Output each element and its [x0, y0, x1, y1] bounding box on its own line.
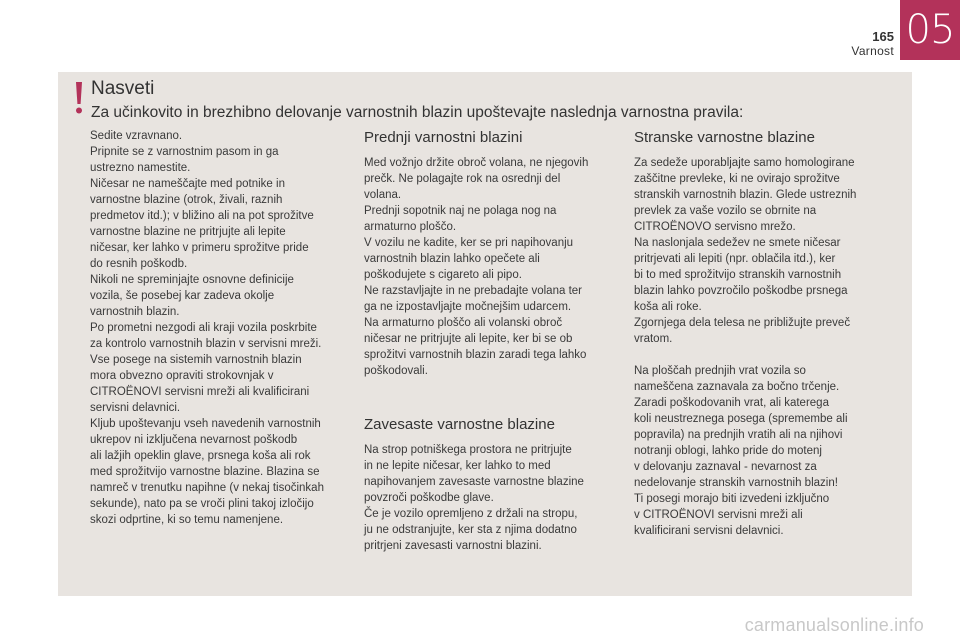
- text-line: namreč v trenutku napihne (v nekaj tisočinkah: [90, 482, 324, 494]
- text-line: Na strop potniškega prostora ne pritrjujte: [364, 444, 572, 456]
- text-line: armaturno ploščo.: [364, 221, 457, 233]
- text-line: ju ne odstranjujte, ker sta z njima dodatno: [364, 524, 577, 536]
- text-line: predmetov itd.); v bližino ali na pot sprožitve: [90, 210, 314, 222]
- text-line: ukrepov ni izključena nevarnost poškodb: [90, 434, 298, 446]
- text-line: vozila, še posebej kar zadeva okolje: [90, 290, 275, 302]
- curtain-airbags-text: [364, 442, 609, 554]
- text-line: ustrezno namestite.: [90, 162, 191, 174]
- text-line: Zgornjega dela telesa ne približujte preveč: [634, 317, 851, 329]
- panel-subtitle: Za učinkovito in brezhibno delovanje varnostnih blazin upoštevajte naslednja varnostna pravila:: [91, 104, 744, 121]
- text-line: do resnih poškodb.: [90, 258, 188, 270]
- text-line: za kontrolo varnostnih blazin v servisni mreži.: [90, 338, 322, 350]
- text-line: varnostne blazine ne pritrjujte ali lepite: [90, 226, 286, 238]
- text-line: nedelovanje stranskih varnostnih blazin!: [634, 477, 838, 489]
- text-line: popravila) na prednjih vratih ali na njihovi: [634, 429, 843, 441]
- column-front-airbags: [364, 130, 609, 554]
- text-line: prevlek za vaše vozilo se obrnite na: [634, 205, 817, 217]
- text-line: v CITROËNOVI servisni mreži ali: [634, 509, 803, 521]
- text-line: CITROËNOVI servisni mreži ali kvalificirani: [90, 386, 310, 398]
- text-line: varnostnih blazin.: [90, 306, 180, 318]
- text-line: Ti posegi morajo biti izvedeni izključno: [634, 493, 830, 505]
- watermark: carmanualsonline.info: [744, 615, 924, 635]
- advice-panel: [58, 72, 912, 596]
- page-number: 165: [872, 29, 894, 44]
- front-airbags-text: [364, 155, 609, 379]
- text-line: notranji oblogi, lahko pride do motenj: [634, 445, 822, 457]
- text-line: bi to med sprožitvijo stranskih varnostnih: [634, 269, 842, 281]
- text-line: prečk. Ne polagajte rok na osrednji del: [364, 173, 561, 185]
- text-line: pritrjevati ali lepiti (npr. oblačila itd.), ker: [634, 253, 836, 265]
- text-line: v delovanju zaznaval - nevarnost za: [634, 461, 817, 473]
- text-line: in ne lepite ničesar, ker lahko to med: [364, 460, 551, 472]
- text-line: ga ne izpostavljajte močnejšim udarcem.: [364, 301, 572, 313]
- text-line: ničesar ne pritrjujte ali lepite, ker bi se ob: [364, 333, 573, 345]
- text-line: poškodovali.: [364, 365, 428, 377]
- text-line: V vozilu ne kadite, ker se pri napihovanju: [364, 237, 574, 249]
- text-line: Zaradi poškodovanih vrat, ali katerega: [634, 397, 829, 409]
- text-line: Na armaturno ploščo ali volanski obroč: [364, 317, 563, 329]
- text-line: ničesar, ker lahko v primeru sprožitve pride: [90, 242, 309, 254]
- text-line: napihovanjem zavesaste varnostne blazine: [364, 476, 584, 488]
- text-line: kvalificirani servisni delavnici.: [634, 525, 784, 537]
- section-name: Varnost: [851, 44, 894, 58]
- exclamation-warning-icon: [72, 81, 86, 115]
- heading-curtain-airbags: Zavesaste varnostne blazine: [364, 416, 555, 433]
- text-line: med sprožitvijo varnostne blazine. Blazina se: [90, 466, 320, 478]
- side-airbags-text-2: [634, 363, 884, 539]
- panel-title: Nasveti: [91, 78, 155, 99]
- text-line: blazin lahko povzročilo poškodbe prsnega: [634, 285, 848, 297]
- text-line: poškodujete s cigareto ali pipo.: [364, 269, 522, 281]
- text-line: sekunde), nato pa se vroči plini takoj izločijo: [90, 498, 314, 510]
- text-line: povzroči poškodbe glave.: [364, 492, 494, 504]
- text-line: volana.: [364, 189, 402, 201]
- text-line: servisni delavnici.: [90, 402, 181, 414]
- text-line: nameščena zaznavala za bočno trčenje.: [634, 381, 840, 393]
- text-line: Po prometni nezgodi ali kraji vozila poskrbite: [90, 322, 317, 334]
- text-line: Sedite vzravnano.: [90, 130, 183, 142]
- text-line: Za sedeže uporabljajte samo homologirane: [634, 157, 855, 169]
- text-line: Kljub upoštevanju vseh navedenih varnostnih: [90, 418, 321, 430]
- text-line: Vse posege na sistemih varnostnih blazin: [90, 354, 302, 366]
- text-line: Prednji sopotnik naj ne polaga nog na: [364, 205, 557, 217]
- text-line: Nikoli ne spreminjajte osnovne definicije: [90, 274, 294, 286]
- text-line: CITROËNOVO servisno mrežo.: [634, 221, 796, 233]
- heading-side-airbags: Stranske varnostne blazine: [634, 129, 815, 146]
- column-side-airbags: [634, 130, 884, 539]
- text-line: koli neustreznega posega (spremembe ali: [634, 413, 848, 425]
- text-line: koša ali roke.: [634, 301, 702, 313]
- column-general: [90, 128, 345, 528]
- text-line: sprožitvi varnostnih blazin zaradi tega lahko: [364, 349, 587, 361]
- text-line: skozi odprtine, ki so temu namenjene.: [90, 514, 284, 526]
- text-line: stranskih varnostnih blazin. Glede ustreznih: [634, 189, 857, 201]
- text-line: Ne razstavljajte in ne prebadajte volana ter: [364, 285, 582, 297]
- text-line: Med vožnjo držite obroč volana, ne njegovih: [364, 157, 589, 169]
- text-line: vratom.: [634, 333, 673, 345]
- chapter-number: 05: [905, 7, 955, 53]
- text-line: varnostnih blazin lahko opečete ali: [364, 253, 540, 265]
- text-line: Če je vozilo opremljeno z držali na stropu,: [364, 508, 578, 520]
- text-line: Na naslonjala sedežev ne smete ničesar: [634, 237, 841, 249]
- side-airbags-text-1: [634, 155, 884, 347]
- text-line: mora obvezno opraviti strokovnjak v: [90, 370, 274, 382]
- text-line: pritrjeni zavesasti varnostni blazini.: [364, 540, 542, 552]
- text-line: Pripnite se z varnostnim pasom in ga: [90, 146, 279, 158]
- text-line: Na ploščah prednjih vrat vozila so: [634, 365, 806, 377]
- text-line: Ničesar ne nameščajte med potnike in: [90, 178, 285, 190]
- text-line: varnostne blazine (otrok, živali, raznih: [90, 194, 283, 206]
- heading-front-airbags: Prednji varnostni blazini: [364, 129, 523, 146]
- text-line: ali lažjih opeklin glave, prsnega koša ali rok: [90, 450, 311, 462]
- chapter-tab: [900, 0, 960, 60]
- text-line: zaščitne prevleke, ki ne ovirajo sprožitve: [634, 173, 840, 185]
